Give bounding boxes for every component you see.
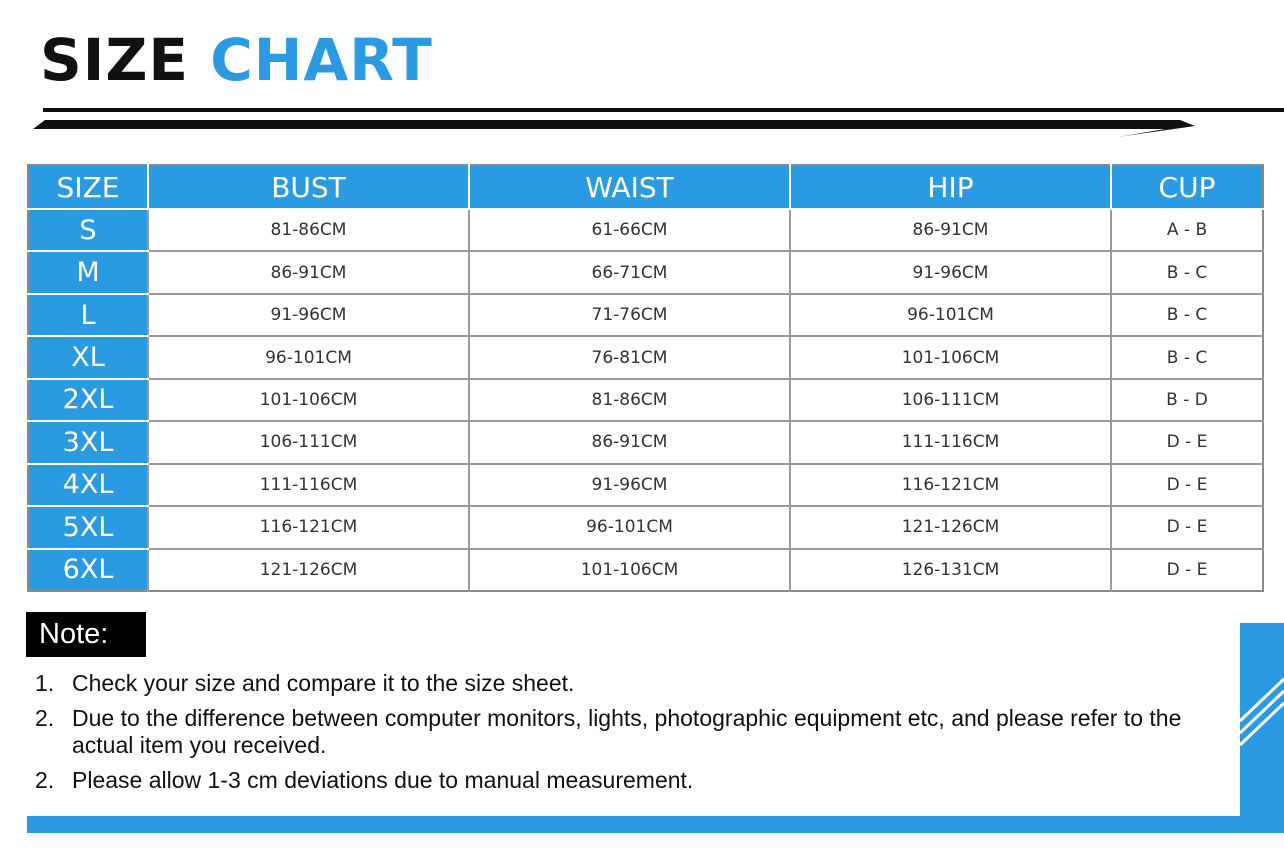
column-header-cup: CUP — [1111, 165, 1263, 209]
column-header-bust: BUST — [148, 165, 469, 209]
bust-cell: 86-91CM — [148, 251, 469, 293]
hip-cell: 86-91CM — [790, 209, 1111, 251]
size-cell: 3XL — [28, 421, 148, 463]
list-item — [35, 670, 1225, 697]
bust-cell: 101-106CM — [148, 379, 469, 421]
column-header-waist: WAIST — [469, 165, 790, 209]
hip-cell: 96-101CM — [790, 294, 1111, 336]
size-cell: 2XL — [28, 379, 148, 421]
bottom-accent-bar — [27, 816, 1284, 833]
page-title — [40, 22, 433, 98]
note-number: 2. — [35, 705, 55, 731]
table-row — [28, 549, 1263, 592]
size-cell: 5XL — [28, 506, 148, 548]
note-text: Check your size and compare it to the size sheet. — [72, 670, 575, 696]
notes-list — [35, 670, 1225, 802]
list-item — [35, 767, 1225, 794]
bust-cell: 106-111CM — [148, 421, 469, 463]
cup-cell: A - B — [1111, 209, 1263, 251]
waist-cell: 91-96CM — [469, 464, 790, 506]
cup-cell: D - E — [1111, 421, 1263, 463]
decorative-stripes — [1240, 623, 1284, 833]
cup-cell: D - E — [1111, 506, 1263, 548]
hip-cell: 111-116CM — [790, 421, 1111, 463]
note-number: 2. — [35, 767, 55, 793]
cup-cell: B - C — [1111, 251, 1263, 293]
bust-cell: 81-86CM — [148, 209, 469, 251]
waist-cell: 61-66CM — [469, 209, 790, 251]
note-number: 1. — [35, 670, 55, 696]
cup-cell: D - E — [1111, 549, 1263, 592]
size-cell: L — [28, 294, 148, 336]
size-cell: 4XL — [28, 464, 148, 506]
table-row — [28, 464, 1263, 506]
bust-cell: 96-101CM — [148, 336, 469, 378]
hip-cell: 121-126CM — [790, 506, 1111, 548]
size-chart-table — [27, 164, 1264, 592]
waist-cell: 76-81CM — [469, 336, 790, 378]
table-row — [28, 379, 1263, 421]
column-header-hip: HIP — [790, 165, 1111, 209]
table-row — [28, 336, 1263, 378]
bust-cell: 91-96CM — [148, 294, 469, 336]
title-word-size: SIZE — [40, 26, 190, 94]
size-cell: S — [28, 209, 148, 251]
table-row — [28, 251, 1263, 293]
size-cell: XL — [28, 336, 148, 378]
cup-cell: B - D — [1111, 379, 1263, 421]
note-label: Note: — [26, 612, 146, 657]
size-cell: M — [28, 251, 148, 293]
bust-cell: 121-126CM — [148, 549, 469, 592]
waist-cell: 86-91CM — [469, 421, 790, 463]
title-swoosh-divider — [0, 100, 1284, 140]
cup-cell: D - E — [1111, 464, 1263, 506]
hip-cell: 101-106CM — [790, 336, 1111, 378]
title-word-chart: CHART — [210, 26, 433, 94]
note-text: Due to the difference between computer monitors, lights, photographic equipment etc, and please refer to the actual item you received. — [72, 705, 1182, 758]
hip-cell: 106-111CM — [790, 379, 1111, 421]
waist-cell: 101-106CM — [469, 549, 790, 592]
hip-cell: 126-131CM — [790, 549, 1111, 592]
bust-cell: 111-116CM — [148, 464, 469, 506]
table-row — [28, 294, 1263, 336]
hip-cell: 116-121CM — [790, 464, 1111, 506]
table-row — [28, 421, 1263, 463]
bust-cell: 116-121CM — [148, 506, 469, 548]
cup-cell: B - C — [1111, 336, 1263, 378]
waist-cell: 66-71CM — [469, 251, 790, 293]
hip-cell: 91-96CM — [790, 251, 1111, 293]
waist-cell: 71-76CM — [469, 294, 790, 336]
waist-cell: 96-101CM — [469, 506, 790, 548]
note-text: Please allow 1-3 cm deviations due to manual measurement. — [72, 767, 694, 793]
table-row — [28, 209, 1263, 251]
size-cell: 6XL — [28, 549, 148, 592]
table-header-row — [28, 165, 1263, 209]
list-item — [35, 705, 1225, 759]
table-row — [28, 506, 1263, 548]
cup-cell: B - C — [1111, 294, 1263, 336]
column-header-size: SIZE — [28, 165, 148, 209]
waist-cell: 81-86CM — [469, 379, 790, 421]
